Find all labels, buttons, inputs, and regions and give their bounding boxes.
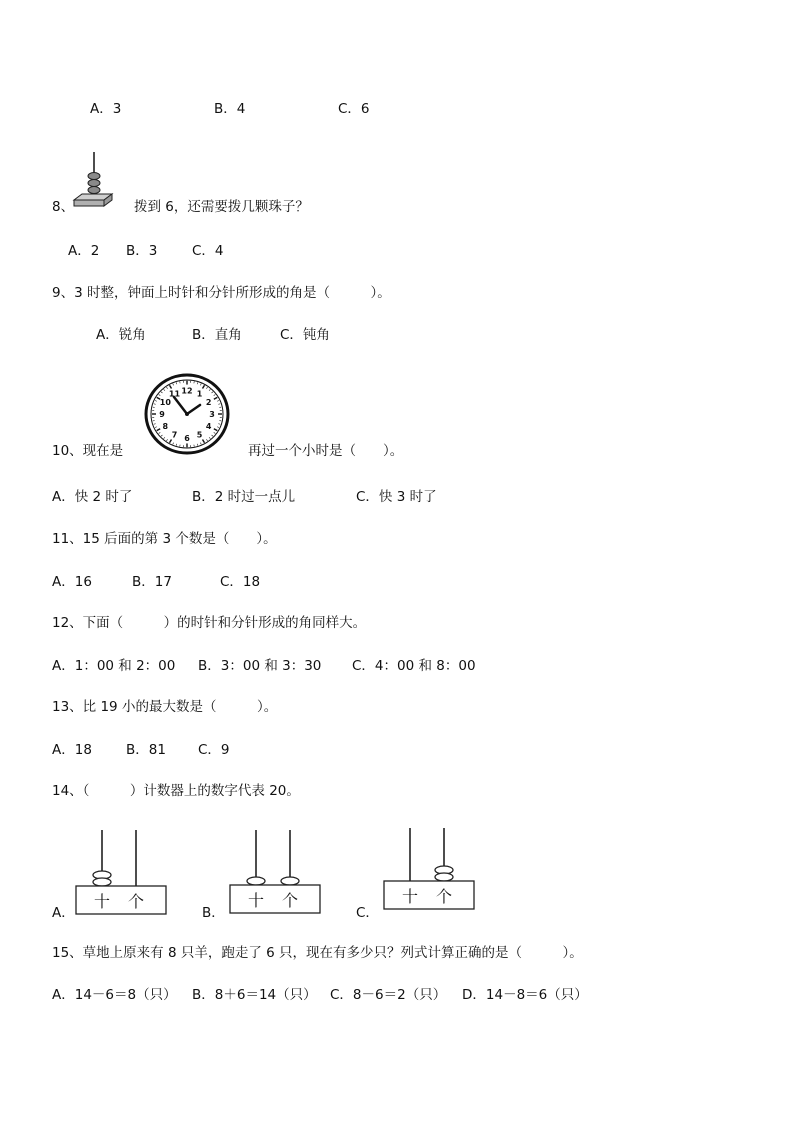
q10-option-a: A．快 2 时了 xyxy=(52,489,133,505)
q13-option-a: A．18 xyxy=(52,742,92,758)
clock-face-figure xyxy=(142,372,232,456)
q14-option-a: A． xyxy=(52,905,75,921)
q10-question-start: 10、现在是 xyxy=(52,443,124,459)
q11-option-a: A．16 xyxy=(52,574,92,590)
q9-option-a: A．锐角 xyxy=(96,327,146,343)
q12-option-a: A．1：00 和 2：00 xyxy=(52,658,176,674)
q7-option-b: B．4 xyxy=(214,101,246,117)
clock-numeral: 7 xyxy=(171,430,178,440)
q8-option-a: A．2 xyxy=(68,243,100,259)
q9-option-c: C．钝角 xyxy=(280,327,330,343)
q14-option-b: B． xyxy=(202,905,225,921)
q7-option-a: A．3 xyxy=(90,101,122,117)
q14-option-c: C． xyxy=(356,905,379,921)
clock-numeral: 4 xyxy=(205,421,212,431)
q9-option-b: B．直角 xyxy=(192,327,242,343)
tens-label: 十 xyxy=(247,891,265,910)
abacus-figure-a xyxy=(74,828,170,920)
ones-label: 个 xyxy=(435,887,453,906)
tens-label: 十 xyxy=(93,892,111,911)
q7-option-c: C．6 xyxy=(338,101,370,117)
clock-numeral: 6 xyxy=(184,433,190,443)
clock-numeral: 8 xyxy=(162,421,169,431)
q13-question: 13、比 19 小的最大数是（ ）。 xyxy=(52,699,278,715)
q15-option-b: B．8＋6＝14（只） xyxy=(192,987,317,1003)
q11-option-c: C．18 xyxy=(220,574,261,590)
q15-question: 15、草地上原来有 8 只羊，跑走了 6 只，现在有多少只？列式计算正确的是（ ）。 xyxy=(52,945,583,961)
q10-option-b: B．2 时过一点儿 xyxy=(192,489,296,505)
ones-label: 个 xyxy=(127,892,145,911)
q9-question: 9、3 时整，钟面上时针和分针所形成的角是（ ）。 xyxy=(52,285,391,301)
q8-question: 拨到 6，还需要拨几颗珠子？ xyxy=(134,199,309,215)
q12-question: 12、下面（ ）的时针和分针形成的角同样大。 xyxy=(52,615,367,631)
clock-numeral: 9 xyxy=(159,410,165,419)
clock-numeral: 5 xyxy=(196,430,203,440)
clock-numeral: 1 xyxy=(196,389,203,399)
clock-numeral: 10 xyxy=(159,398,171,408)
clock-numeral: 11 xyxy=(168,389,181,399)
q11-question: 11、15 后面的第 3 个数是（ ）。 xyxy=(52,531,277,547)
ones-label: 个 xyxy=(281,891,299,910)
abacus-rod-figure xyxy=(72,150,114,216)
clock-numeral: 2 xyxy=(205,398,212,408)
q12-option-c: C．4：00 和 8：00 xyxy=(352,658,476,674)
q15-option-a: A．14－6＝8（只） xyxy=(52,987,177,1003)
q12-option-b: B．3：00 和 3：30 xyxy=(198,658,322,674)
abacus-figure-c xyxy=(382,826,478,914)
q14-question: 14、（ ）计数器上的数字代表 20。 xyxy=(52,783,300,799)
q15-option-c: C．8－6＝2（只） xyxy=(330,987,447,1003)
abacus-figure-b xyxy=(228,828,324,920)
q11-option-b: B．17 xyxy=(132,574,172,590)
q15-option-d: D．14－8＝6（只） xyxy=(462,987,588,1003)
q8-option-c: C．4 xyxy=(192,243,224,259)
q10-question-end: 再过一个小时是（ ）。 xyxy=(248,443,404,459)
q10-option-c: C．快 3 时了 xyxy=(356,489,437,505)
q8-number: 8、 xyxy=(52,199,75,215)
q13-option-b: B．81 xyxy=(126,742,166,758)
clock-numeral: 3 xyxy=(209,410,215,419)
tens-label: 十 xyxy=(401,887,419,906)
q8-option-b: B．3 xyxy=(126,243,158,259)
clock-numeral: 12 xyxy=(181,386,193,396)
q13-option-c: C．9 xyxy=(198,742,230,758)
